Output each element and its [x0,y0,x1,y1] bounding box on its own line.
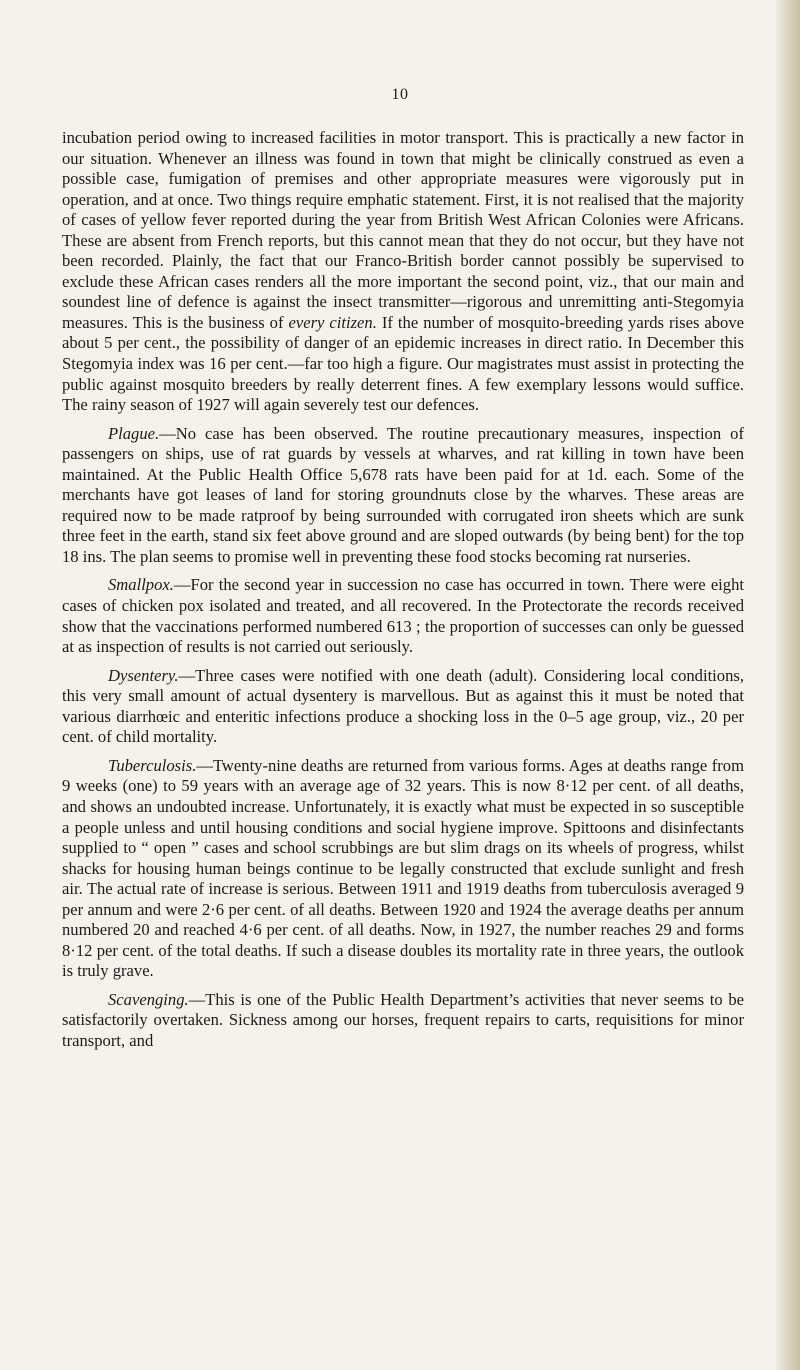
section-heading-scavenging: Scavenging. [108,989,189,1009]
section-heading-plague: Plague. [108,423,160,443]
emphasis-every-citizen: every citizen. [288,312,377,332]
section-heading-smallpox: Smallpox. [108,575,174,595]
paragraph-text: —No case has been observed. The routine precautionary measures, inspection of passengers on ships, use of rat guards by vessels at wharves, and rat killing in town have been maintained. At the Public Health Office 5,678 rats have been paid for at 1d. each. Some of the merchants have got leases of land for storing groundnuts close by the wharves. These areas are required now to be made ratproof by being surrounded with corrugated iron sheets which are sunk three feet in the earth, stand six feet above ground and are sloped outwards (by being bent) for the top 18 ins. The plan seems to promise well in preventing these food stocks becoming rat nurseries. [62,423,744,566]
paragraph-tuberculosis [62,756,744,982]
paragraph-text: —For the second year in succession no case has occurred in town. There were eight cases of chicken pox isolated and treated, and all recovered. In the Protectorate the records received show that the vaccinations performed numbered 613 ; the proportion of successes can only be guessed at as inspection of results is not carried out seriously. [62,575,744,657]
paragraph-text: —Twenty-nine deaths are returned from various forms. Ages at deaths range from 9 weeks (one) to 59 years with an average age of 32 years. This is now 8·12 per cent. of all deaths, and shows an undoubted increase. Unfortunately, it is exactly what must be expected in so susceptible a people unless and until housing conditions and social hygiene improve. Spittoons and disinfectants supplied to “ open ” cases and school scrubbings are but slim drags on its wheels of progress, whilst shacks for housing human beings continue to be legally constructed that exclude sunlight and fresh air. The actual rate of increase is serious. Between 1911 and 1919 deaths from tuberculosis averaged 9 per annum and were 2·6 per cent. of all deaths. Between 1920 and 1924 the average deaths per annum numbered 20 and reached 4·6 per cent. of all deaths. Now, in 1927, the number reaches 29 and forms 8·12 per cent. of the total deaths. If such a disease doubles its mortality rate in three years, the outlook is truly grave. [62,755,744,981]
section-heading-tuberculosis: Tuberculosis. [108,755,197,775]
section-heading-dysentery: Dysentery. [108,665,179,685]
paragraph-text: —Three cases were notified with one death (adult). Considering local conditions, this very small amount of actual dysentery is marvellous. But as against this it must be noted that various diarrhœic and enteritic infections produce a shocking loss in the 0–5 age group, viz., 20 per cent. of child mortality. [62,665,744,747]
body-text [62,128,744,1060]
page-edge-shadow [774,0,800,1370]
paragraph-dysentery [62,666,744,748]
paragraph-smallpox [62,575,744,657]
paragraph-scavenging [62,990,744,1052]
paragraph-text: —This is one of the Public Health Department’s activities that never seems to be satisfactorily overtaken. Sickness among our horses, frequent repairs to carts, requisitions for minor transport, and [62,989,744,1050]
paragraph-yellow-fever [62,128,744,416]
page-number: 10 [391,86,409,103]
paragraph-text: incubation period owing to increased facilities in motor transport. This is practically a new factor in our situation. Whenever an illness was found in town that might be clinically construed as even a possible case, fumigation of premises and other appropriate measures were vigorously put in operation, and at once. Two things require emphatic statement. First, it is not realised that the majority of cases of yellow fever reported during the year from British West African Colonies were Africans. These are absent from French reports, but this cannot mean that they do not occur, but they have not been recorded. Plainly, the fact that our Franco-British border cannot possibly be supervised to exclude these African cases renders all the more important the second point, viz., that our main and soundest line of defence is against the insect transmitter—rigorous and unremitting anti-Stegomyia measures. This is the business of [62,128,744,332]
paragraph-plague [62,424,744,568]
paragraph-text: If the number of mosquito-breeding yards rises above about 5 per cent., the possibility of danger of an epidemic increases in direct ratio. In December this Stegomyia index was 16 per cent.—far too high a figure. Our magistrates must assist in protecting the public against mosquito breeders by really deterrent fines. A few exemplary lessons would suffice. The rainy season of 1927 will again severely test our defences. [62,312,745,415]
